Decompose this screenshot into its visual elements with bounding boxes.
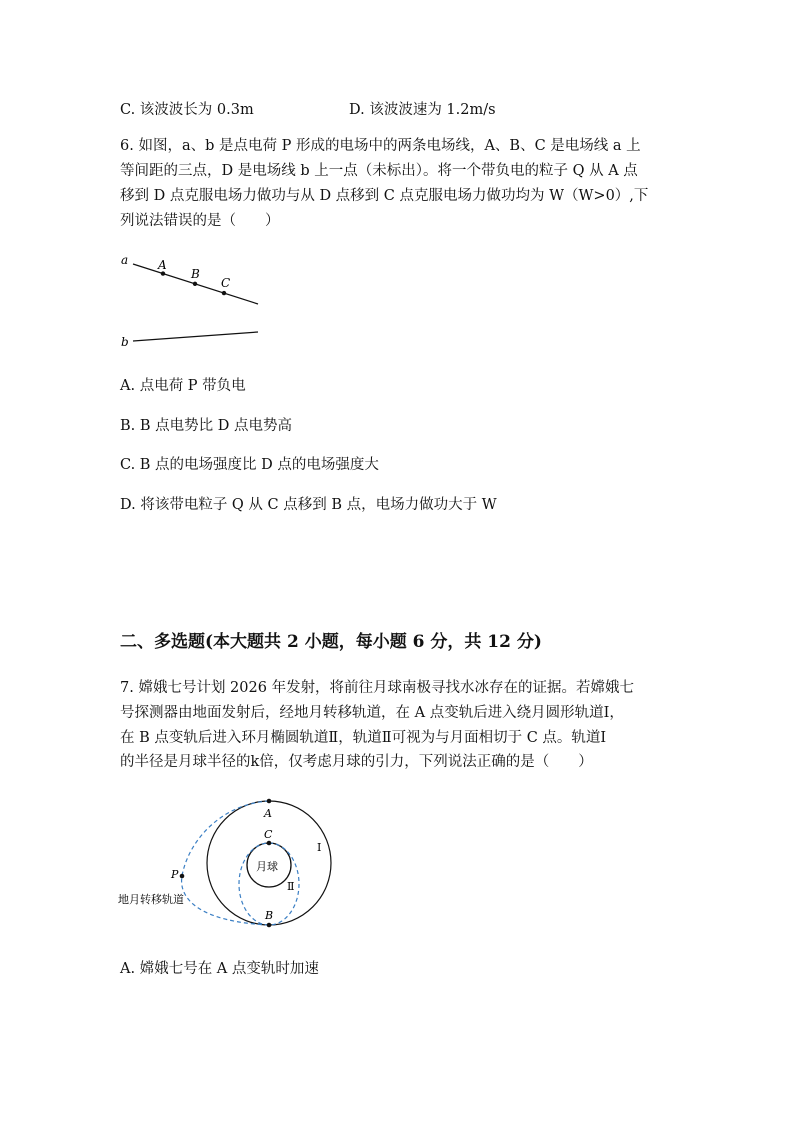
label-point-a: A: [158, 258, 167, 272]
point-c-dot: [222, 291, 226, 295]
q7-stem-line-3: 在 B 点变轨后进入环月椭圆轨道Ⅱ，轨道Ⅱ可视为与月面相切于 C 点。轨道Ⅰ: [120, 730, 607, 746]
point-a-dot: [161, 271, 165, 275]
q5-option-d: D. 该波波速为 1.2m/s: [349, 102, 496, 118]
label-point-b: B: [191, 267, 200, 281]
q5-option-c: C. 该波波长为 0.3m: [120, 102, 254, 118]
label-line-b: b: [121, 335, 129, 349]
q6-option-b: B. B 点电势比 D 点电势高: [120, 418, 292, 434]
point-p-dot: [180, 874, 185, 879]
q6-stem-line-1: 6. 如图，a、b 是点电荷 P 形成的电场中的两条电场线，A、B、C 是电场线 a 上: [120, 138, 641, 154]
q6-field-lines-figure: [115, 250, 270, 350]
label-orbit-one: Ⅰ: [317, 841, 322, 854]
label-transfer-orbit: 地月转移轨道: [118, 893, 184, 906]
q6-option-c: C. B 点的电场强度比 D 点的电场强度大: [120, 457, 379, 473]
point-b-dot: [267, 923, 272, 928]
label-point-a: A: [264, 807, 272, 820]
label-moon: 月球: [256, 860, 278, 873]
label-point-c: C: [221, 276, 231, 290]
q7-stem-line-4: 的半径是月球半径的k倍，仅考虑月球的引力，下列说法正确的是（ ）: [120, 754, 593, 770]
q7-stem-line-1: 7. 嫦娥七号计划 2026 年发射，将前往月球南极寻找水冰存在的证据。若嫦娥七: [120, 680, 635, 696]
label-point-p: P: [171, 868, 179, 881]
q7-orbit-figure: [112, 792, 342, 932]
label-point-c: C: [264, 828, 273, 841]
q6-option-a: A. 点电荷 P 带负电: [120, 378, 246, 394]
q6-stem-line-2: 等间距的三点，D 是电场线 b 上一点（未标出）。将一个带负电的粒子 Q 从 A 点: [120, 163, 638, 179]
q7-option-a: A. 嫦娥七号在 A 点变轨时加速: [120, 961, 319, 977]
q6-option-d: D. 将该带电粒子 Q 从 C 点移到 B 点，电场力做功大于 W: [120, 497, 497, 513]
point-a-dot: [267, 799, 272, 804]
label-point-b: B: [265, 909, 274, 922]
q6-stem-line-4: 列说法错误的是（ ）: [120, 213, 280, 229]
label-line-a: a: [121, 253, 129, 267]
q6-stem-line-3: 移到 D 点克服电场力做功与从 D 点移到 C 点克服电场力做功均为 W（W>0）,下: [120, 188, 649, 204]
point-c-dot: [267, 841, 272, 846]
q7-stem-line-2: 号探测器由地面发射后，经地月转移轨道，在 A 点变轨后进入绕月圆形轨道Ⅰ，: [120, 705, 624, 721]
label-orbit-two: Ⅱ: [287, 880, 295, 893]
point-b-dot: [193, 282, 197, 286]
section-heading-multi-choice: 二、多选题(本大题共 2 小题，每小题 6 分，共 12 分): [120, 632, 542, 652]
field-line-b: [133, 332, 258, 341]
